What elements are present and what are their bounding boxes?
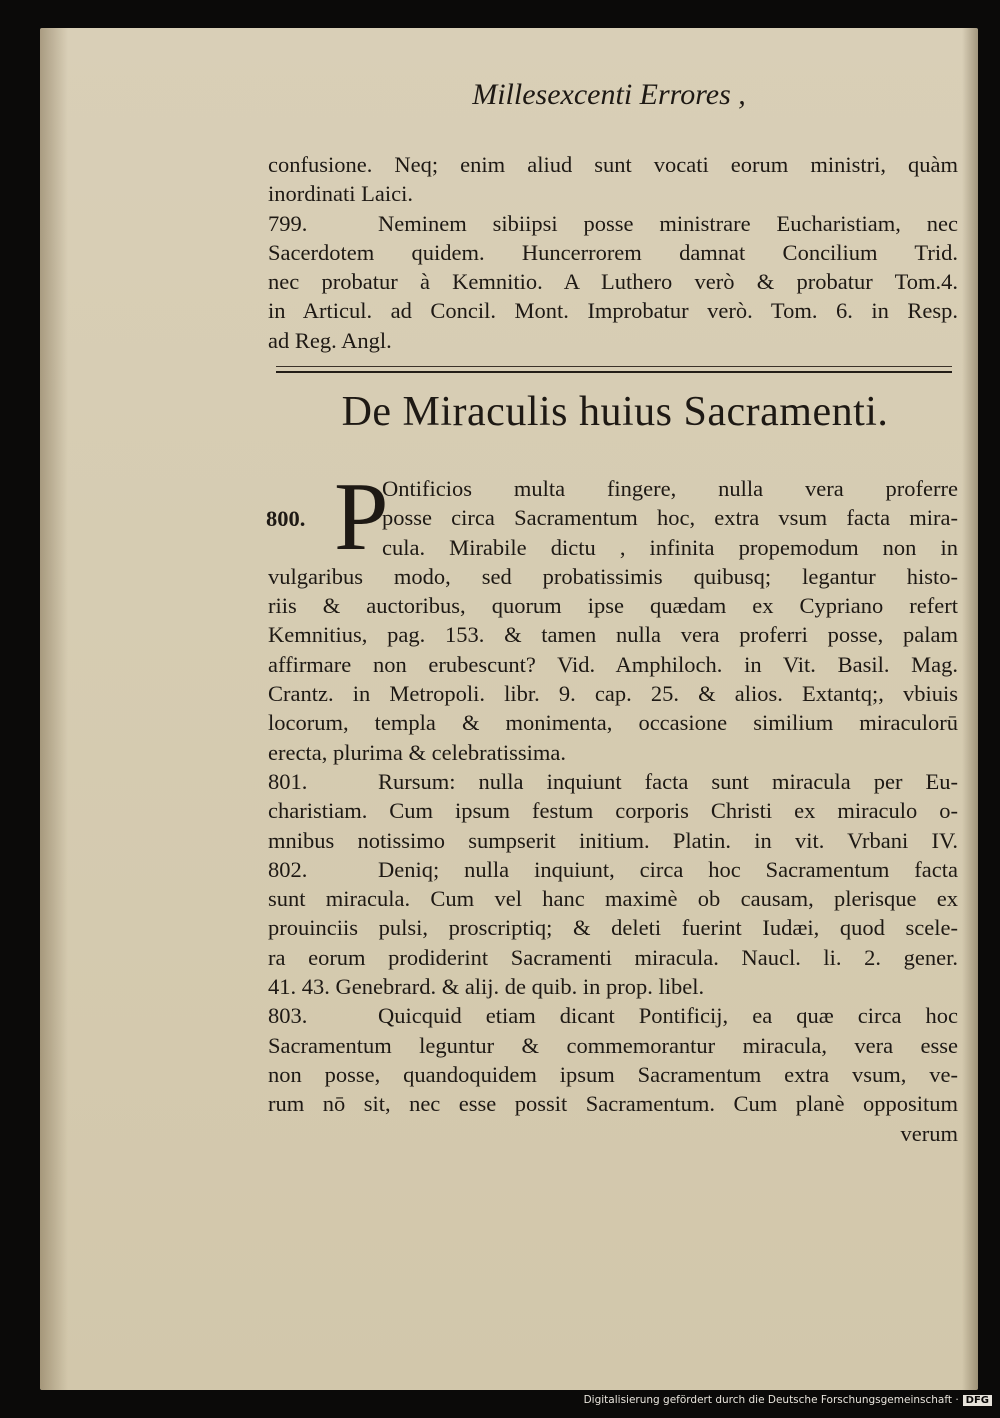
text-line [268, 1001, 958, 1030]
text-line [268, 209, 958, 238]
text-line: nec probatur à Kemnitio. A Luthero verò & probatur Tom.4. [268, 269, 958, 295]
text-line: Ontificios multa fingere, nulla vera proferre [382, 476, 958, 501]
paragraph-802 [268, 855, 958, 1001]
paragraph-803 [268, 1001, 958, 1147]
text-line: vulgaribus modo, sed probatissimis quibusq; legantur histo- [268, 563, 958, 589]
text-line: non posse, quandoquidem ipsum Sacramentum extra vsum, ve- [268, 1061, 958, 1087]
text-span: Quicquid etiam dicant Pontificij, ea quæ circa hoc [378, 1003, 958, 1029]
text-line: Crantz. in Metropoli. libr. 9. cap. 25. & alios. Extantq;, vbiuis [268, 681, 958, 707]
text-line: confusione. Neq; enim aliud sunt vocati eorum ministri, quàm [268, 152, 958, 177]
paragraph-number: 801. [268, 769, 308, 794]
dfg-logo: DFG [963, 1395, 992, 1406]
text-line: in Articul. ad Concil. Mont. Improbatur verò. Tom. 6. in Resp. [268, 298, 958, 324]
paragraph-801 [268, 767, 958, 855]
running-head: Millesexcenti Errores , [472, 78, 746, 111]
text-line: affirmare non erubescunt? Vid. Amphiloch. in Vit. Basil. Mag. [268, 651, 958, 677]
paragraph-799 [268, 209, 958, 355]
paragraph-800-opening [268, 474, 958, 562]
text-span: Rursum: nulla inquiunt facta sunt miracula per Eu- [378, 769, 958, 794]
text-line: prouinciis pulsi, proscriptiq; & deleti fuerint Iudæi, quod scele- [268, 915, 958, 941]
catchword: verum [900, 1120, 958, 1146]
text-line: erecta, plurima & celebratissima. [268, 739, 566, 765]
text-line: cula. Mirabile dictu , infinita propemodum non in [382, 534, 958, 560]
text-line: locorum, templa & monimenta, occasione similium miraculorū [268, 710, 958, 736]
paragraph-number: 802. [268, 856, 308, 882]
top-continuation [268, 150, 958, 209]
text-line: rum nō sit, nec esse possit Sacramentum. Cum planè oppositum [268, 1091, 958, 1117]
text-line: 41. 43. Genebrard. & alij. de quib. in prop. libel. [268, 974, 705, 1000]
text-line: posse circa Sacramentum hoc, extra vsum facta mira- [382, 505, 958, 531]
paragraph-number: 803. [268, 1003, 308, 1029]
digitization-credit [584, 1394, 992, 1406]
text-line: Sacerdotem quidem. Huncerrorem damnat Concilium Trid. [268, 239, 958, 265]
paragraph-800 [268, 562, 958, 767]
text-line: charistiam. Cum ipsum festum corporis Christi ex miraculo o- [268, 798, 958, 824]
text-line: inordinati Laici. [268, 181, 413, 207]
text-span: Neminem sibiipsi posse ministrare Eucharistiam, nec [378, 210, 958, 236]
book-page [40, 28, 978, 1390]
text-line: ad Reg. Angl. [268, 327, 392, 353]
paragraph-number: 800. [266, 506, 306, 531]
text-line: Sacramentum leguntur & commemorantur miracula, vera esse [268, 1032, 958, 1058]
divider-rule-top [276, 366, 952, 367]
section-title: De Miraculis huius Sacramenti. [341, 389, 889, 435]
text-line: Kemnitius, pag. 153. & tamen nulla vera proferri posse, palam [268, 622, 958, 648]
text-line [268, 855, 958, 884]
text-line: sunt miracula. Cum vel hanc maximè ob causam, plerisque ex [268, 886, 958, 912]
paragraph-number: 799. [268, 210, 308, 236]
text-line [268, 767, 958, 796]
text-line: mnibus notissimo sumpserit initium. Platin. in vit. Vrbani IV. [268, 827, 958, 853]
text-line: ra eorum prodiderint Sacramenti miracula. Naucl. li. 2. gener. [268, 944, 958, 970]
divider-rule [276, 371, 952, 373]
text-line: riis & auctoribus, quorum ipse quædam ex Cypriano refert [268, 593, 958, 619]
credit-text: Digitalisierung gefördert durch die Deutsche Forschungsgemeinschaft · [583, 1394, 959, 1406]
drop-cap: P [334, 463, 389, 571]
text-span: Deniq; nulla inquiunt, circa hoc Sacramentum facta [378, 856, 958, 882]
